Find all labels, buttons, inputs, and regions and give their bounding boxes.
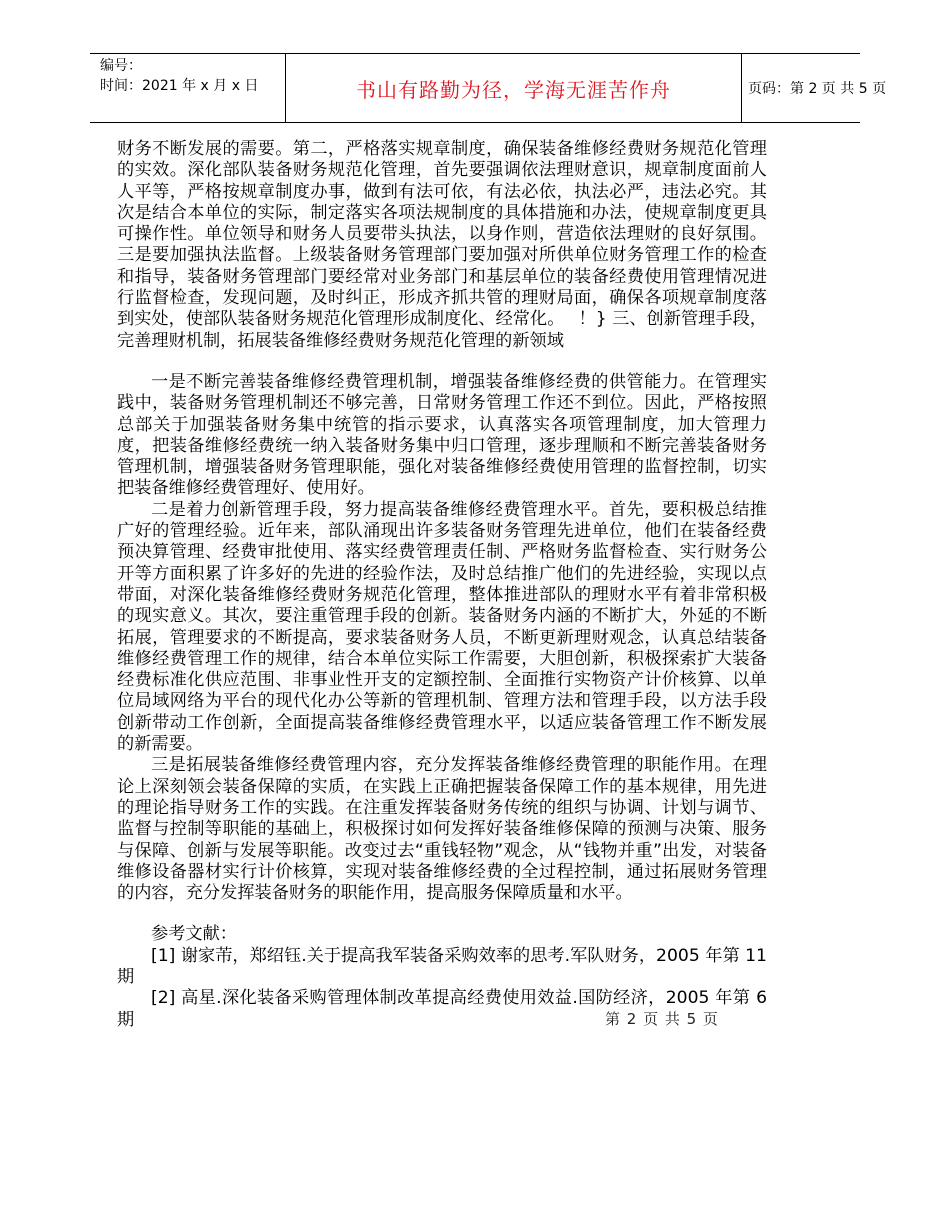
document-date: 时间：2021 年 x 月 x 日 [100, 78, 259, 94]
header-middle-cell [285, 54, 742, 122]
paragraph-gap [117, 904, 767, 924]
header-page-number: 页码：第 2 页 共 5 页 [748, 81, 887, 97]
body-paragraph: 一是不断完善装备维修经费管理机制，增强装备维修经费的供管能力。在管理实践中，装备财务管理机制还不够完善，日常财务管理工作还不到位。因此，严格按照总部关于加强装备财务集中统管的指示要求，认真落实各项管理制度，加大管理力度，把装备维修经费统一纳入装备财务集中归口管理，逐步理顺和不断完善装备财务管理机制，增强装备财务管理职能，强化对装备维修经费使用管理的监督控制，切实把装备维修经费管理好、使用好。 [117, 371, 767, 499]
document-body [117, 139, 767, 1031]
header-motto: 书山有路勤为径，学海无涯苦作舟 [356, 78, 671, 102]
reference-item: [2] 高星.深化装备采购管理体制改革提高经费使用效益.国防经济，2005 年第 6 期 [117, 988, 767, 1030]
header-left-cell [90, 54, 285, 122]
paragraph-gap [117, 352, 767, 372]
reference-item: [1] 谢家芾，郑绍钰.关于提高我军装备采购效率的思考.军队财务，2005 年第 11 期 [117, 945, 767, 987]
body-paragraph: 三是拓展装备维修经费管理内容，充分发挥装备维修经费管理的职能作用。在理论上深刻领会装备保障的实质，在实践上正确把握装备保障工作的基本规律，用先进的理论指导财务工作的实践。在注重发挥装备财务传统的组织与协调、计划与调节、监督与控制等职能的基础上，积极探讨如何发挥好装备维修保障的预测与决策、服务与保障、创新与发展等职能。改变过去“重钱轻物”观念，从“钱物并重”出发，对装备维修设备器材实行计价核算，实现对装备维修经费的全过程控制，通过拓展财务管理的内容，充分发挥装备财务的职能作用，提高服务保障质量和水平。 [117, 755, 767, 904]
page-header [90, 53, 887, 123]
document-number-label: 编号： [100, 58, 142, 74]
references-heading: 参考文献： [151, 924, 237, 945]
footer-page-number: 第 2 页 共 5 页 [605, 1010, 719, 1028]
body-paragraph: 财务不断发展的需要。第二，严格落实规章制度，确保装备维修经费财务规范化管理的实效。深化部队装备财务规范化管理，首先要强调依法理财意识，规章制度面前人人平等，严格按规章制度办事，做到有法可依，有法必依，执法必严，违法必究。其次是结合本单位的实际，制定落实各项法规制度的具体措施和办法，使规章制度更具可操作性。单位领导和财务人员要带头执法，以身作则，营造依法理财的良好氛围。三是要加强执法监督。上级装备财务管理部门要加强对所供单位财务管理工作的检查和指导，装备财务管理部门要经常对业务部门和基层单位的装备经费使用管理情况进行监督检查，发现问题，及时纠正，形成齐抓共管的理财局面，确保各项规章制度落到实处，使部队装备财务规范化管理形成制度化、经常化。 ！} 三、创新管理手段，完善理财机制，拓展装备维修经费财务规范化管理的新领域 [117, 139, 767, 351]
body-paragraph: 二是着力创新管理手段，努力提高装备维修经费管理水平。首先，要积极总结推广好的管理经验。近年来，部队涌现出许多装备财务管理先进单位，他们在装备经费预决算管理、经费审批使用、落实经费管理责任制、严格财务监督检查、实行财务公开等方面积累了许多好的先进的经验作法，及时总结推广他们的先进经验，实现以点带面，对深化装备维修经费财务规范化管理，整体推进部队的理财水平有着非常积极的现实意义。其次，要注重管理手段的创新。装备财务内涵的不断扩大，外延的不断拓展，管理要求的不断提高，要求装备财务人员，不断更新理财观念，认真总结装备维修经费管理工作的规律，结合本单位实际工作需要，大胆创新，积极探索扩大装备经费标准化供应范围、非事业性开支的定额控制、全面推行实物资产计价核算、以单位局域网络为平台的现代化办公等新的管理机制、管理方法和管理手段，以方法手段创新带动工作创新，全面提高装备维修经费管理水平，以适应装备管理工作不断发展的新需要。 [117, 499, 767, 755]
header-right-cell [740, 54, 887, 122]
